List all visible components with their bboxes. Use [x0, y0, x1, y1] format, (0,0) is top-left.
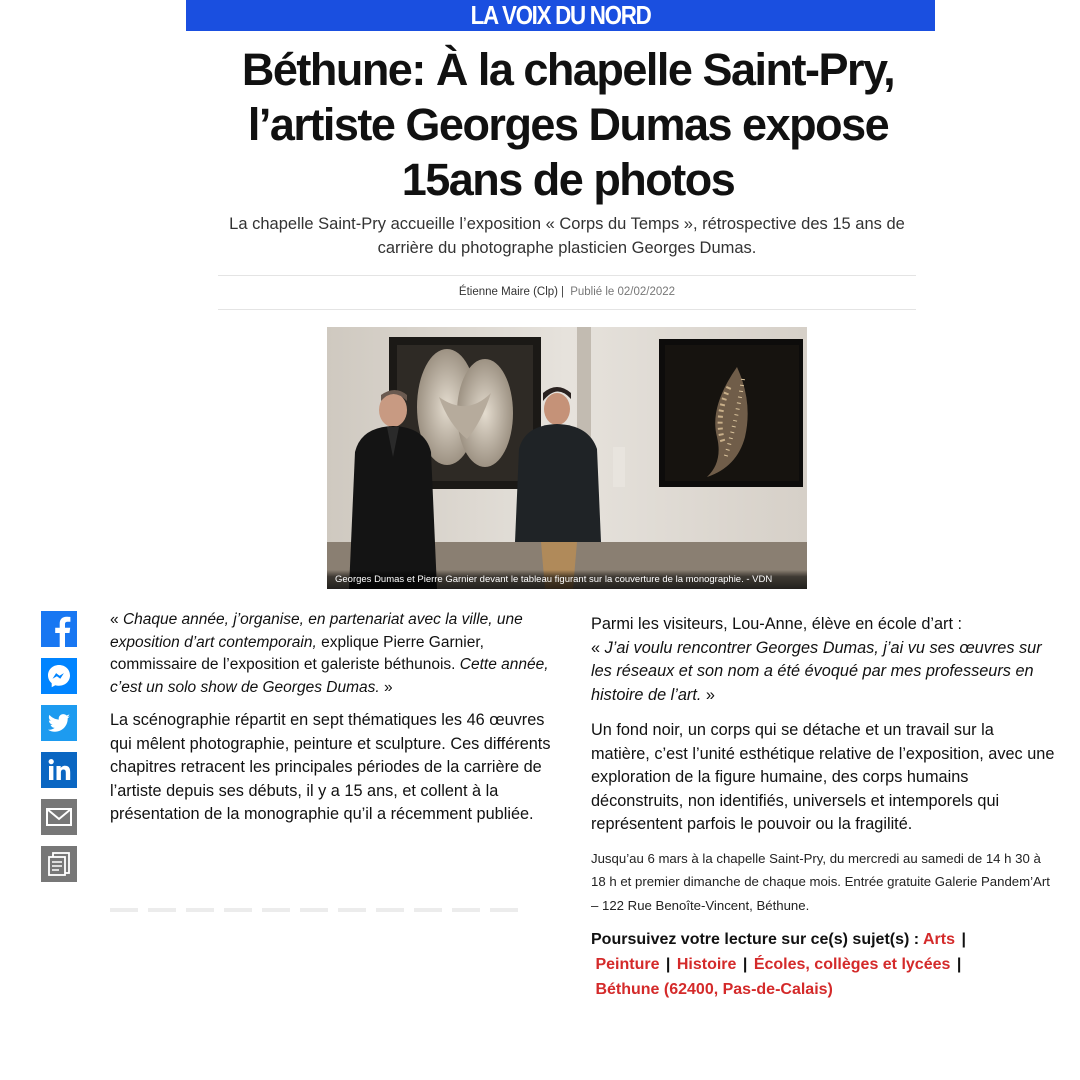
author-name[interactable]: Étienne Maire (Clp): [458, 286, 558, 298]
topics-label: Poursuivez votre lecture sur ce(s) sujet(s) :: [591, 931, 920, 948]
quote-text-2: Cette année, c’est un solo show de Georges Dumas.: [110, 656, 549, 696]
topic-separator-1: |: [961, 931, 966, 948]
quote-open: «: [110, 611, 123, 628]
topic-separator-4: |: [956, 956, 962, 973]
byline-separator: |: [561, 286, 564, 298]
quote-text-1: Chaque année, j’organise, en partenariat avec la ville, une exposition d’art contemporain,: [110, 611, 523, 651]
share-messenger-button[interactable]: [41, 658, 77, 694]
article-body-left: [110, 609, 555, 827]
paragraph-visitor: [591, 613, 1056, 707]
twitter-icon: [41, 705, 77, 741]
topic-link-bethune[interactable]: Béthune (62400, Pas-de-Calais): [595, 981, 833, 998]
share-email-button[interactable]: [41, 799, 77, 835]
print-icon: [41, 846, 77, 882]
share-twitter-button[interactable]: [41, 705, 77, 741]
article-body-right: [591, 613, 1056, 1002]
visitor-quote: J’ai voulu rencontrer Georges Dumas, j’ai vu ses œuvres sur les réseaux et son nom a été évoqué par mes professeurs en histoire de l’art.: [591, 638, 1042, 704]
publish-date: Publié le 02/02/2022: [570, 286, 676, 298]
faded-text-line: [110, 908, 520, 912]
share-bar: [41, 611, 77, 893]
linkedin-icon: [41, 752, 77, 788]
quote-close: »: [379, 678, 393, 696]
email-icon: [41, 799, 77, 835]
divider-bottom: [218, 309, 916, 310]
topic-link-ecoles[interactable]: Écoles, collèges et lycées: [753, 956, 951, 973]
paragraph-aesthetic: Un fond noir, un corps qui se détache et un travail sur la matière, c’est l’unité esthétique relative de l’exposition, avec une exploration de la figure humaine, des corps humains déconstruits, non identifiés, universels et intemporels qui représentent parfois le pouvoir ou la fragilité.: [591, 721, 1055, 833]
related-topics: [591, 927, 1056, 1002]
article-headline: [186, 42, 950, 207]
topic-link-peinture[interactable]: Peinture: [595, 956, 660, 973]
headline-line-1: Béthune: À la chapelle Saint-Pry,: [241, 44, 895, 95]
facebook-icon: [41, 611, 77, 647]
visitor-quote-close: »: [701, 685, 715, 704]
visitor-quote-open: «: [591, 638, 605, 657]
quote-attribution: explique Pierre Garnier, commissaire de l’exposition et galeriste béthunois.: [110, 633, 484, 673]
share-facebook-button[interactable]: [41, 611, 77, 647]
topic-separator-3: |: [742, 956, 748, 973]
topic-separator-2: |: [665, 956, 671, 973]
photo-caption: Georges Dumas et Pierre Garnier devant le tableau figurant sur la couverture de la monographie. - VDN: [327, 570, 807, 589]
topic-link-arts[interactable]: Arts: [922, 931, 955, 948]
photo-illustration: [327, 327, 807, 589]
paragraph-quote-garnier: [110, 609, 555, 699]
masthead-banner[interactable]: [186, 0, 935, 31]
byline: [218, 286, 916, 298]
paragraph-scenography: La scénographie répartit en sept thématiques les 46 œuvres qui mêlent photographie, peinture et sculpture. Ces différents chapitres retracent les principales périodes de la carrière de l’artiste depuis ses débuts, il y a 15 ans, et collent à la présentation de la monographie qu’il a récemment publiée.: [110, 711, 551, 823]
messenger-icon: [41, 658, 77, 694]
share-linkedin-button[interactable]: [41, 752, 77, 788]
article-lede: La chapelle Saint-Pry accueille l’exposition « Corps du Temps », rétrospective des 15 ans de carrière du photographe plasticien Georges Dumas.: [229, 215, 905, 257]
masthead-logo[interactable]: LA VOIX DU NORD: [470, 0, 651, 30]
paragraph-practical-info: Jusqu’au 6 mars à la chapelle Saint-Pry, du mercredi au samedi de 14 h 30 à 18 h et premier dimanche de chaque mois. Entrée gratuite Galerie Pandem’Art – 122 Rue Benoîte-Vincent, Béthune.: [591, 850, 1050, 913]
visitor-intro: Parmi les visiteurs, Lou-Anne, élève en école d’art :: [591, 615, 963, 633]
topic-link-histoire[interactable]: Histoire: [676, 956, 737, 973]
article-photo[interactable]: [327, 327, 807, 589]
share-print-button[interactable]: [41, 846, 77, 882]
headline-line-2: l’artiste Georges Dumas expose: [247, 99, 889, 150]
headline-line-3: 15ans de photos: [401, 154, 735, 205]
divider-top: [218, 275, 916, 276]
